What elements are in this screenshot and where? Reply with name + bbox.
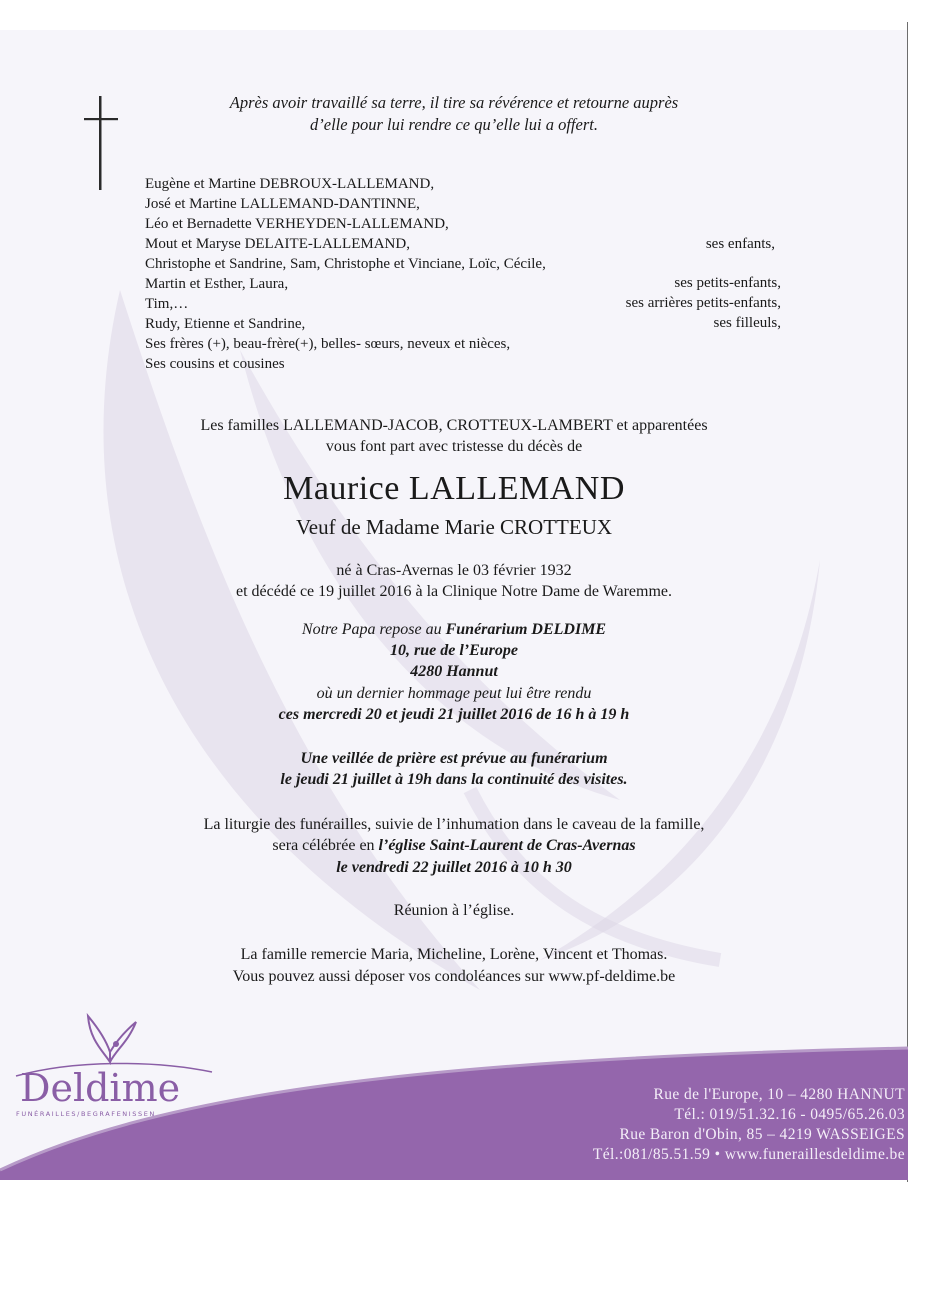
role-arrieres-petits-enfants: ses arrières petits-enfants, (625, 295, 781, 311)
reunion-line: Réunion à l’église. (393, 902, 515, 919)
announce-line-2: vous font part avec tristesse du décès de (325, 438, 583, 455)
family-line: Eugène et Martine DEBROUX-LALLEMAND, (145, 176, 435, 192)
quote-line-1: Après avoir travaillé sa terre, il tire sa révérence et retourne auprès (229, 93, 679, 112)
church-name: l’église Saint-Laurent de Cras-Avernas (378, 837, 636, 854)
family-line: Rudy, Etienne et Sandrine, (145, 316, 306, 332)
liturgie-line-2 (0, 835, 908, 857)
funerarium-hommage: où un dernier hommage peut lui être rendu (316, 685, 592, 702)
quote-line-2: d’elle pour lui rendre ce qu’elle lui a offert. (310, 115, 598, 134)
watermark-swoosh (0, 30, 908, 1180)
role-filleuls: ses filleuls, (713, 315, 781, 331)
family-line: Léo et Bernadette VERHEYDEN-LALLEMAND, (145, 216, 449, 232)
brand-tagline: FUNÉRAILLES/BEGRAFENISSEN (16, 1110, 156, 1118)
funerarium-name: Funérarium DELDIME (445, 621, 607, 638)
address-line-1: Rue de l'Europe, 10 – 4280 HANNUT (653, 1086, 905, 1103)
liturgie-plain: sera célébrée en (272, 837, 375, 854)
veillee-line-2: le jeudi 21 juillet à 19h dans la continuité des visites. (280, 771, 628, 788)
funerarium-street: 10, rue de l’Europe (390, 642, 518, 659)
announce-line-1: Les familles LALLEMAND-JACOB, CROTTEUX-LAMBERT et apparentées (200, 417, 708, 434)
family-line: José et Martine LALLEMAND-DANTINNE, (145, 196, 420, 212)
thanks-line-2: Vous pouvez aussi déposer vos condoléances sur www.pf-deldime.be (232, 968, 676, 985)
funerarium-line (0, 619, 908, 641)
family-line: Tim,… (145, 296, 189, 312)
scan-margin (0, 0, 931, 30)
family-line: Ses frères (+), beau-frère(+), belles- sœurs, neveux et nièces, (145, 336, 511, 352)
funerarium-intro: Notre Papa repose au (301, 621, 442, 638)
family-line: Mout et Maryse DELAITE-LALLEMAND, (145, 236, 410, 252)
address-line-4: Tél.:081/85.51.59 • www.funeraillesdeldime.be (592, 1146, 905, 1163)
family-line: Ses cousins et cousines (145, 356, 285, 372)
birth-line: né à Cras-Avernas le 03 février 1932 (336, 562, 572, 579)
family-line: Martin et Esther, Laura, (145, 276, 289, 292)
role-petits-enfants: ses petits-enfants, (674, 275, 781, 291)
role-enfants: ses enfants, (705, 236, 775, 252)
liturgie-line-1: La liturgie des funérailles, suivie de l’inhumation dans le caveau de la famille, (203, 816, 705, 833)
death-line: et décédé ce 19 juillet 2016 à la Clinique Notre Dame de Waremme. (235, 583, 673, 600)
address-line-2: Tél.: 019/51.32.16 - 0495/65.26.03 (674, 1106, 905, 1123)
deceased-name: Maurice LALLEMAND (283, 470, 625, 507)
veillee-line-1: Une veillée de prière est prévue au funérarium (300, 750, 608, 767)
ceremony-date: le vendredi 22 juillet 2016 à 10 h 30 (336, 859, 572, 876)
family-line: Christophe et Sandrine, Sam, Christophe et Vinciane, Loïc, Cécile, (145, 256, 546, 272)
deceased-widow: Veuf de Madame Marie CROTTEUX (295, 515, 613, 539)
visit-dates: ces mercredi 20 et jeudi 21 juillet 2016 de 16 h à 19 h (278, 706, 630, 723)
brand-logo: Deldime (20, 1066, 181, 1110)
address-line-3: Rue Baron d'Obin, 85 – 4219 WASSEIGES (619, 1126, 905, 1143)
thanks-line-1: La famille remercie Maria, Micheline, Lorène, Vincent et Thomas. (240, 946, 668, 963)
funerarium-city: 4280 Hannut (410, 663, 498, 680)
